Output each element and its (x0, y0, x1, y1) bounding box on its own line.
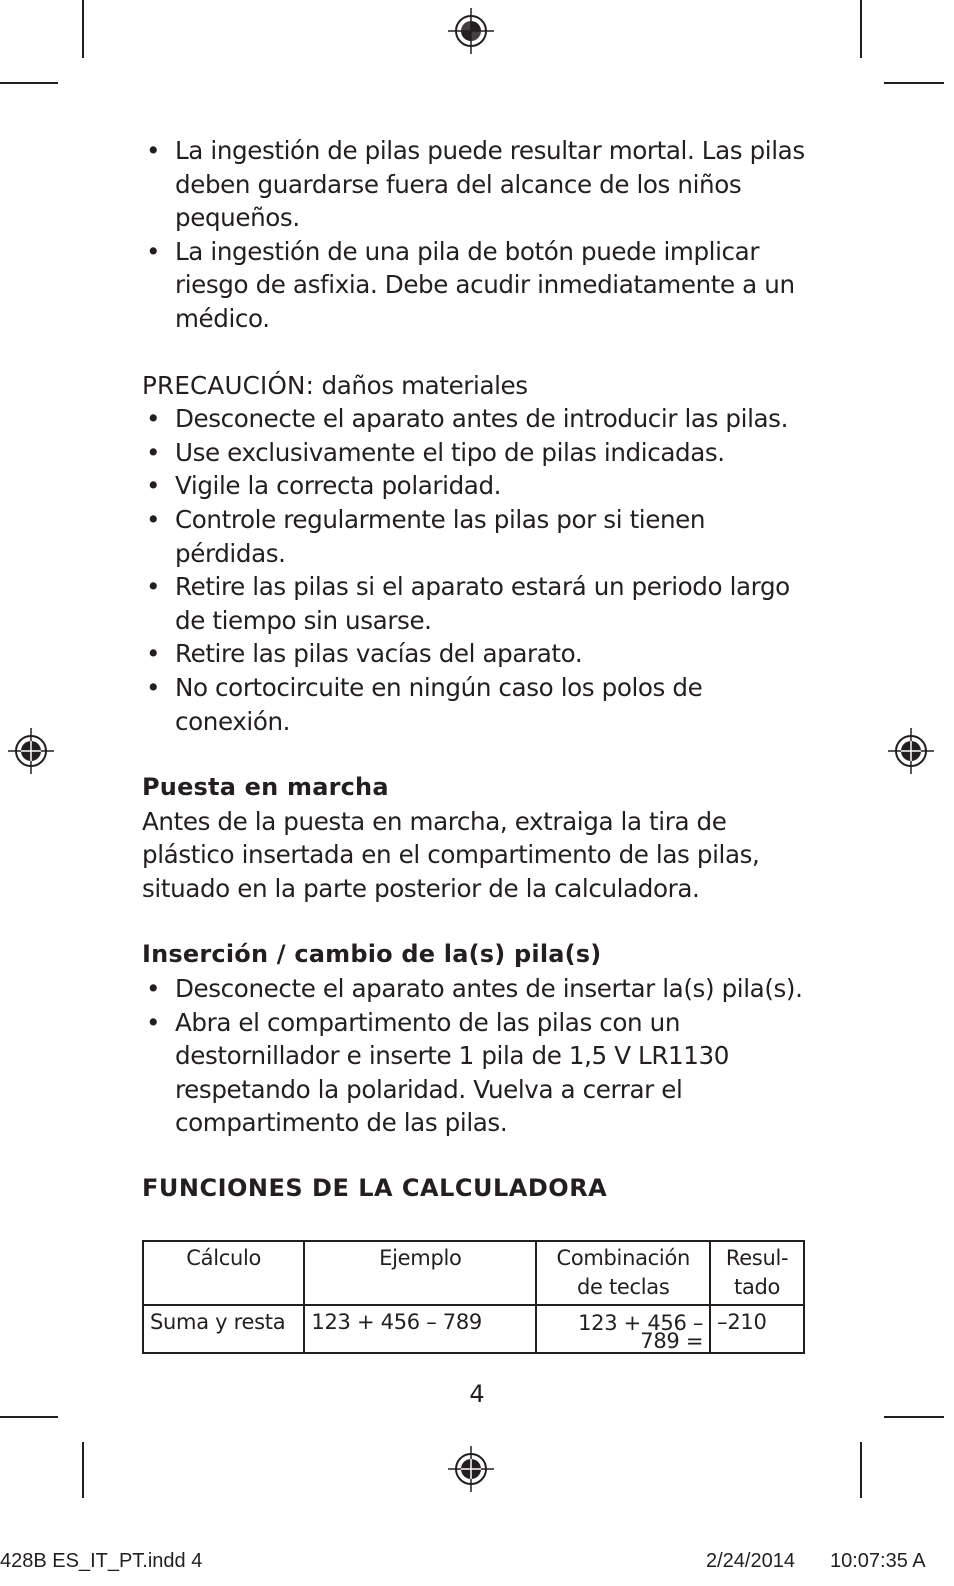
registration-mark-icon (448, 1446, 494, 1492)
crop-mark (82, 0, 84, 58)
page-number: 4 (469, 1380, 485, 1408)
crop-mark (0, 1416, 58, 1418)
list-item: • Desconecte el aparato antes de introducir las pilas. (142, 402, 822, 436)
precaution-heading (142, 369, 822, 403)
keys-line: 789 = (640, 1329, 704, 1353)
crop-mark (884, 82, 944, 84)
list-item: • Controle regularmente las pilas por si tienen pérdidas. (142, 503, 822, 570)
footer-file: 428B ES_IT_PT.indd 4 (0, 1550, 203, 1572)
list-item: • Vigile la correcta polaridad. (142, 469, 822, 503)
keys-line: 123 + 456 – (578, 1311, 704, 1335)
column-header: Ejemplo (304, 1241, 536, 1305)
footer-date: 2/24/2014 (706, 1550, 795, 1572)
table-cell-result: –210 (710, 1305, 804, 1353)
column-header: Combinación de teclas (536, 1241, 710, 1305)
list-item: • Abra el compartimento de las pilas con un destornillador e inserte 1 pila de 1,5 V LR1130 respetando la polaridad. Vuelva a cerrar el compartimento de las pilas. (142, 1006, 822, 1140)
column-header: Resul- tado (710, 1241, 804, 1305)
registration-mark-icon (448, 8, 494, 54)
precaution-list (142, 402, 822, 738)
table-cell-example: 123 + 456 – 789 (304, 1305, 536, 1353)
hazard-list (142, 134, 822, 336)
list-item: • Retire las pilas si el aparato estará un periodo largo de tiempo sin usarse. (142, 570, 822, 637)
column-header: Cálculo (143, 1241, 304, 1305)
battery-change-list (142, 972, 822, 1140)
registration-mark-icon (8, 728, 54, 774)
list-item: • Desconecte el aparato antes de insertar la(s) pila(s). (142, 972, 822, 1006)
crop-mark (884, 1416, 944, 1418)
list-item: • La ingestión de una pila de botón puede implicar riesgo de asfixia. Debe acudir inmediatamente a un médico. (142, 235, 822, 336)
crop-mark (860, 1442, 862, 1498)
functions-table (142, 1240, 805, 1354)
list-item: • Use exclusivamente el tipo de pilas indicadas. (142, 436, 822, 470)
table-cell-keys (536, 1305, 710, 1353)
table-row (143, 1305, 804, 1353)
precaution-label: PRECAUCIÓN: (142, 370, 315, 400)
crop-mark (860, 0, 862, 58)
footer-time: 10:07:35 A (830, 1550, 926, 1572)
page-content (142, 134, 822, 1202)
table-header-row (143, 1241, 804, 1305)
list-item: • No cortocircuite en ningún caso los polos de conexión. (142, 671, 822, 738)
crop-mark (0, 82, 58, 84)
functions-title: FUNCIONES DE LA CALCULADORA (142, 1174, 608, 1203)
list-item: • Retire las pilas vacías del aparato. (142, 637, 822, 671)
startup-heading: Puesta en marcha (142, 773, 389, 802)
crop-mark (82, 1442, 84, 1498)
list-item: • La ingestión de pilas puede resultar mortal. Las pilas deben guardarse fuera del alcance de los niños pequeños. (142, 134, 822, 235)
table-cell-calc: Suma y resta (143, 1305, 304, 1353)
battery-change-heading: Inserción / cambio de la(s) pila(s) (142, 940, 602, 969)
registration-mark-icon (888, 728, 934, 774)
precaution-subtitle: daños materiales (321, 370, 528, 400)
startup-text: Antes de la puesta en marcha, extraiga la tira de plástico insertada en el compartimento de las pilas, situado en la parte posterior de la calculadora. (142, 806, 760, 903)
